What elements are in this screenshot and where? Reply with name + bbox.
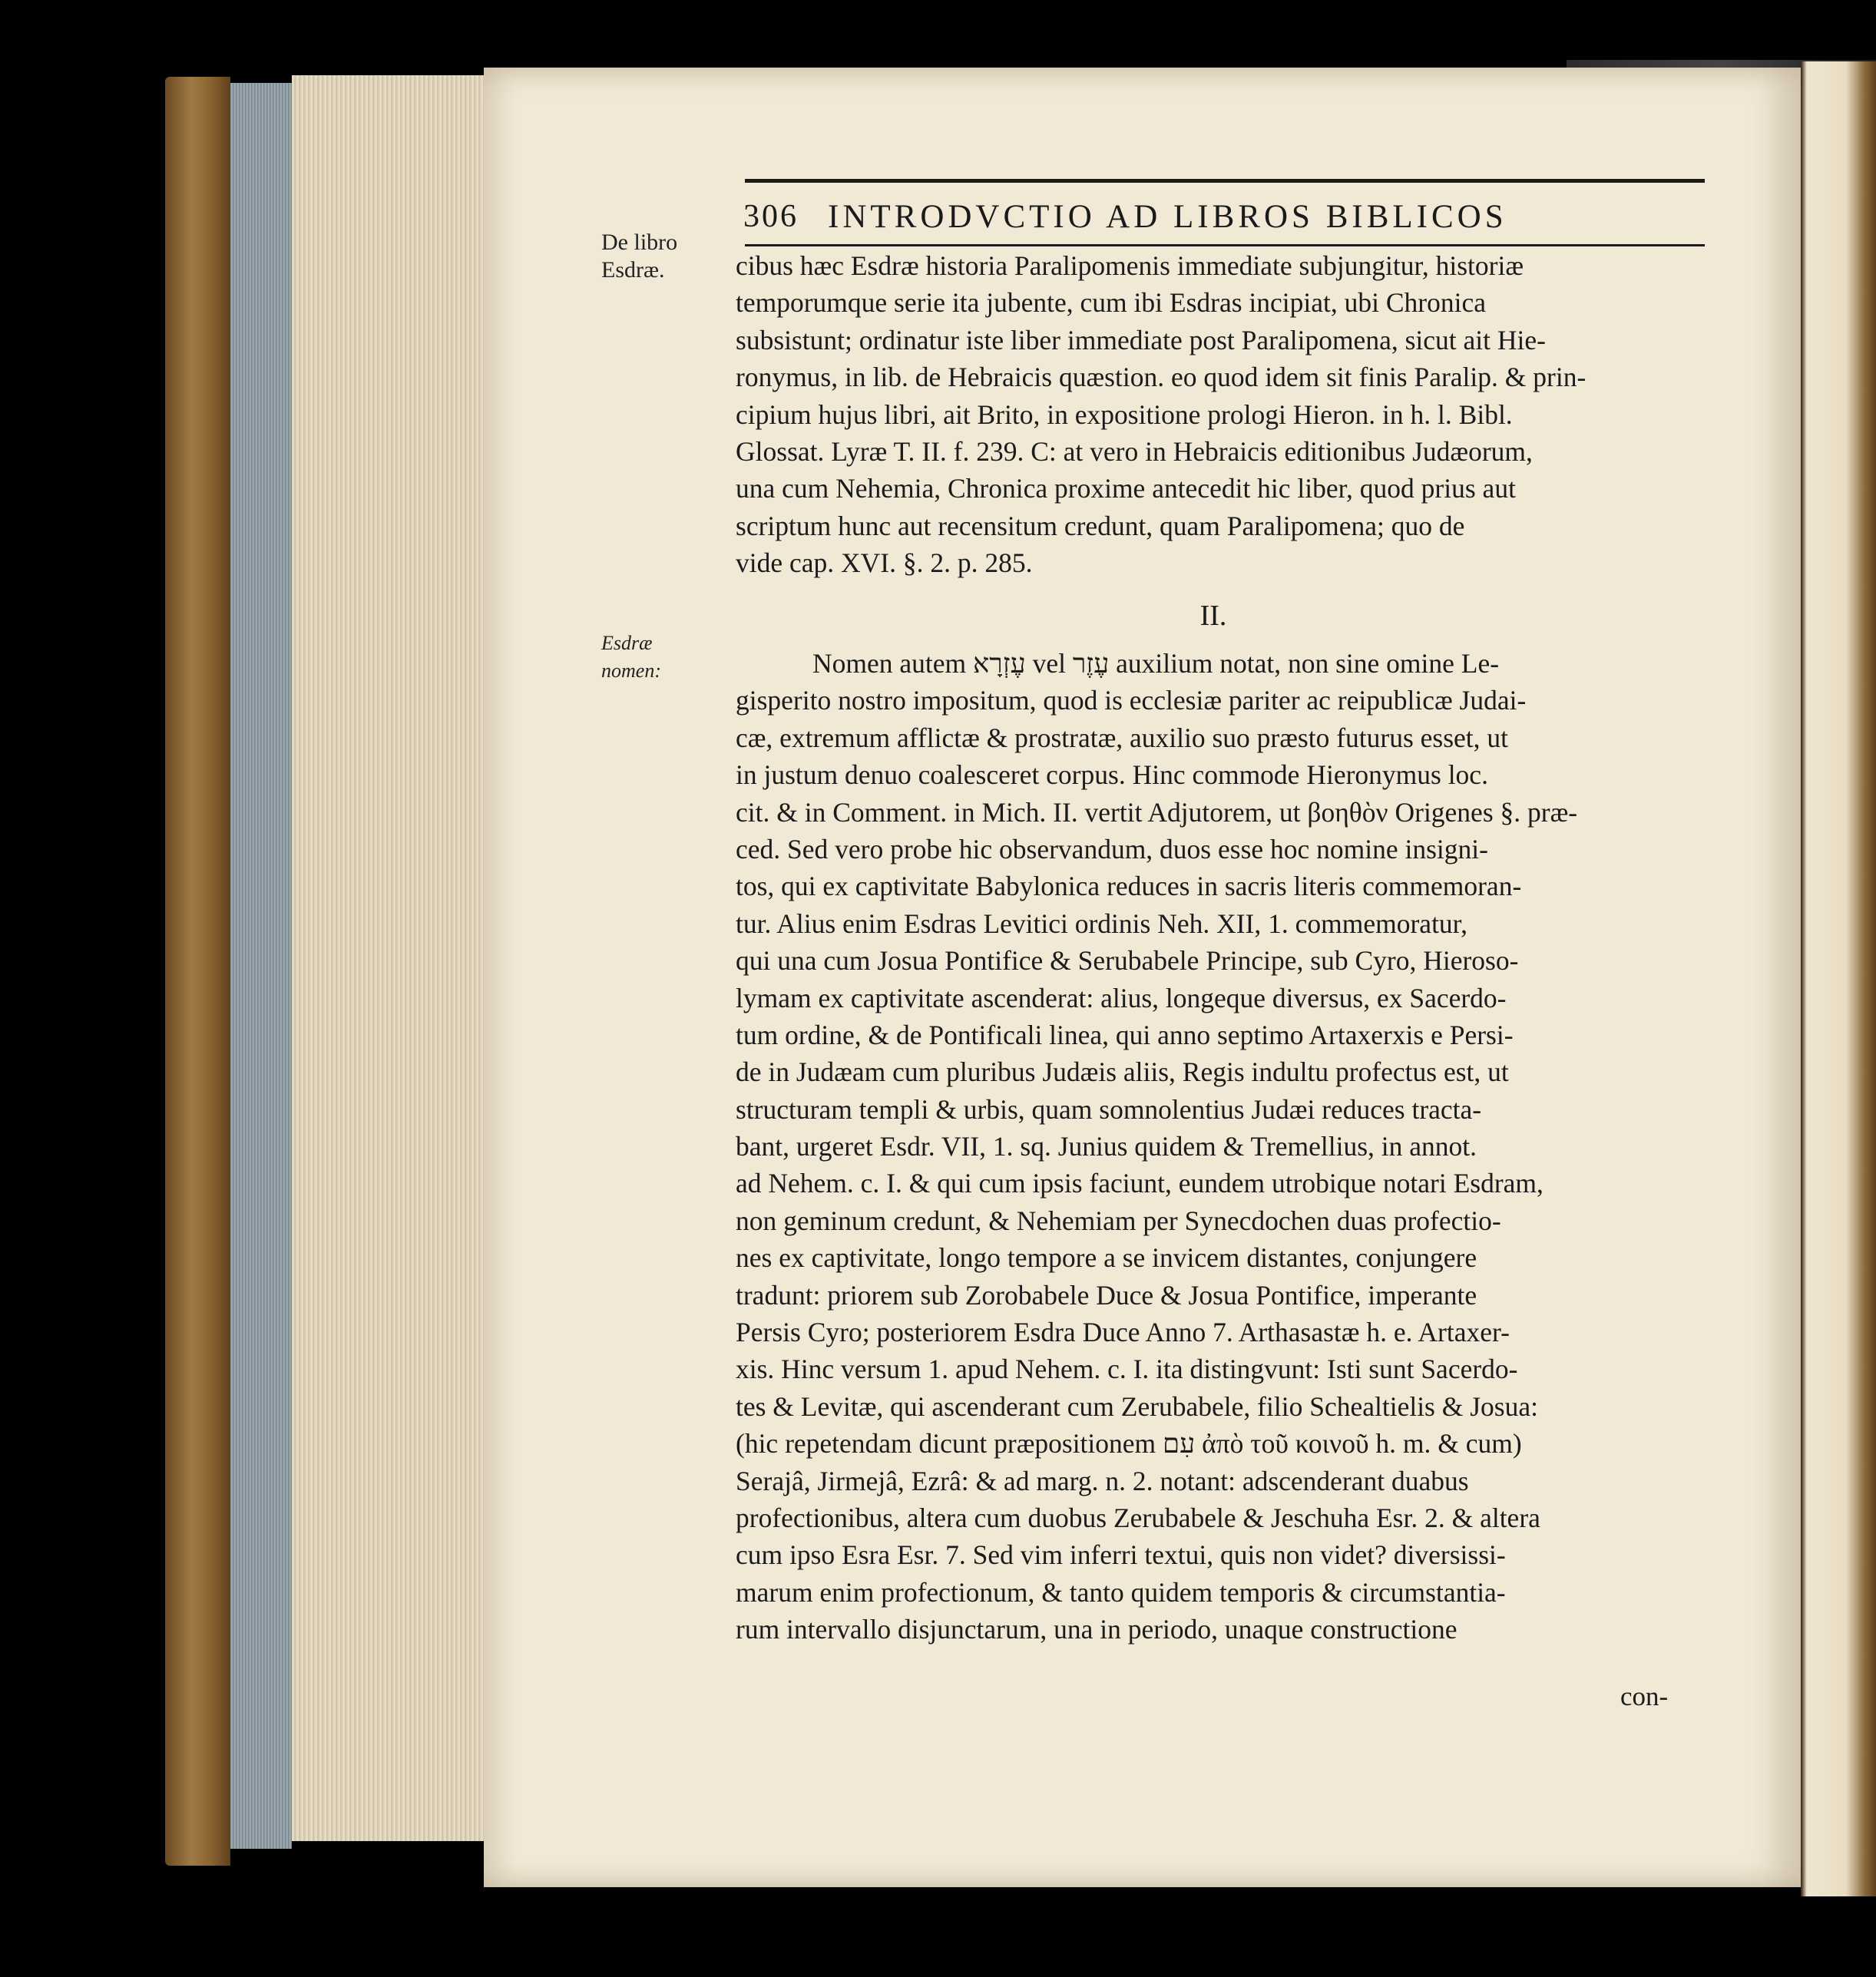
running-title: INTRODVCTIO AD LIBROS BIBLICOS [828,198,1507,235]
text-line: ronymus, in lib. de Hebraicis quæstion. eo quod idem sit finis Paralip. & prin- [736,362,1586,393]
text-line: cit. & in Comment. in Mich. II. vertit Adjutorem, ut βοηθὸν Origenes §. præ- [736,796,1578,828]
text-line: qui una cum Josua Pontifice & Serubabele Principe, sub Cyro, Hieroso- [736,945,1519,977]
text-line: in justum denuo coalesceret corpus. Hinc commode Hieronymus loc. [736,759,1488,791]
text-line: cæ, extremum afflictæ & prostratæ, auxilio suo præsto futurus esset, ut [736,722,1509,753]
text-line: subsistunt; ordinatur iste liber immediate post Paralipomena, sicut ait Hie- [736,324,1546,355]
text-line: ad Nehem. c. I. & qui cum ipsis faciunt, eundem utrobique notari Esdram, [736,1168,1543,1199]
page-stack [292,75,484,1841]
text-line: scriptum hunc aut recensitum credunt, quam Paralipomena; quo de [736,510,1465,541]
text-line: marum enim profectionum, & tanto quidem temporis & circumstantia- [736,1576,1506,1608]
text-line: Nomen autem עֶזְרָא vel עֶזֶר auxilium notat, non sine omine Le- [812,648,1500,679]
text-line: tradunt: priorem sub Zorobabele Duce & Josua Pontifice, imperante [736,1279,1477,1311]
text-line: ced. Sed vero probe hic observandum, duos esse hoc nomine insigni- [736,833,1488,865]
text-line: una cum Nehemia, Chronica proxime antecedit hic liber, quod prius aut [736,473,1516,504]
text-line: cum ipso Esra Esr. 7. Sed vim inferri textui, quis non videt? diversissi- [736,1539,1506,1571]
book-cover-right [1801,61,1876,1896]
margin-note-de-libro: De libro Esdræ. [601,230,678,283]
text-line: tes & Levitæ, qui ascenderant cum Zerubabele, filio Schealtielis & Josua: [736,1390,1538,1422]
text-line: cipium hujus libri, ait Brito, in expositione prologi Hieron. in h. l. Bibl. [736,398,1513,430]
text-line: nes ex captivitate, longo tempore a se invicem distantes, conjungere [736,1242,1477,1274]
text-line: Serajâ, Jirmejâ, Ezrâ: & ad marg. n. 2. notant: adscenderant duabus [736,1465,1469,1496]
paragraph-2 [736,645,1705,1648]
text-line: tum ordine, & de Pontificali linea, qui anno septimo Artaxerxis e Persi- [736,1019,1514,1050]
text-line: de in Judæam cum pluribus Judæis aliis, Regis indultu profectus est, ut [736,1056,1509,1088]
page-number: 306 [743,199,799,234]
header-rule-top [745,179,1705,183]
header-rule-bottom [745,244,1705,246]
text-line: vide cap. XVI. §. 2. p. 285. [736,547,1033,579]
catchword: con- [1620,1681,1669,1711]
book-cover-left [165,77,230,1866]
text-line: profectionibus, altera cum duobus Zerubabele & Jeschuha Esr. 2. & altera [736,1502,1540,1533]
text-line: bant, urgeret Esdr. VII, 1. sq. Junius quidem & Tremellius, in annot. [736,1131,1477,1162]
text-line: xis. Hinc versum 1. apud Nehem. c. I. ita distingvunt: Isti sunt Sacerdo- [736,1354,1518,1385]
text-line: gisperito nostro impositum, quod is ecclesiæ pariter ac reipublicæ Judai- [736,685,1527,716]
text-line: tur. Alius enim Esdras Levitici ordinis Neh. XII, 1. commemoratur, [736,908,1467,939]
text-line: Glossat. Lyræ T. II. f. 239. C: at vero in Hebraicis editionibus Judæorum, [736,435,1533,467]
text-line: temporumque serie ita jubente, cum ibi Esdras incipiat, ubi Chronica [736,287,1486,319]
text-line: tos, qui ex captivitate Babylonica reduces in sacris literis commemoran- [736,871,1522,902]
text-line: cibus hæc Esdræ historia Paralipomenis immediate subjungitur, historiæ [736,250,1524,281]
section-number: II. [1199,600,1227,632]
text-line: structuram templi & urbis, quam somnolentius Judæi reduces tracta- [736,1093,1482,1125]
text-line: (hic repetendam dicunt præpositionem עִם ἀπὸ τοῦ κοινοῦ h. m. & cum) [736,1428,1522,1460]
text-line: rum intervallo disjunctarum, una in periodo, unaque constructione [736,1614,1457,1645]
text-line: lymam ex captivitate ascenderat: alius, longeque diversus, ex Sacerdo- [736,982,1507,1013]
running-head [743,193,1705,240]
page-edge-left [230,83,292,1849]
text-line: non geminum credunt, & Nehemiam per Synecdochen duas profectio- [736,1205,1501,1236]
paragraph-1 [736,247,1705,582]
margin-note-esdrae-nomen: Esdræ nomen: [601,632,661,682]
text-line: Persis Cyro; posteriorem Esdra Duce Anno 7. Arthasastæ h. e. Artaxer- [736,1317,1510,1348]
